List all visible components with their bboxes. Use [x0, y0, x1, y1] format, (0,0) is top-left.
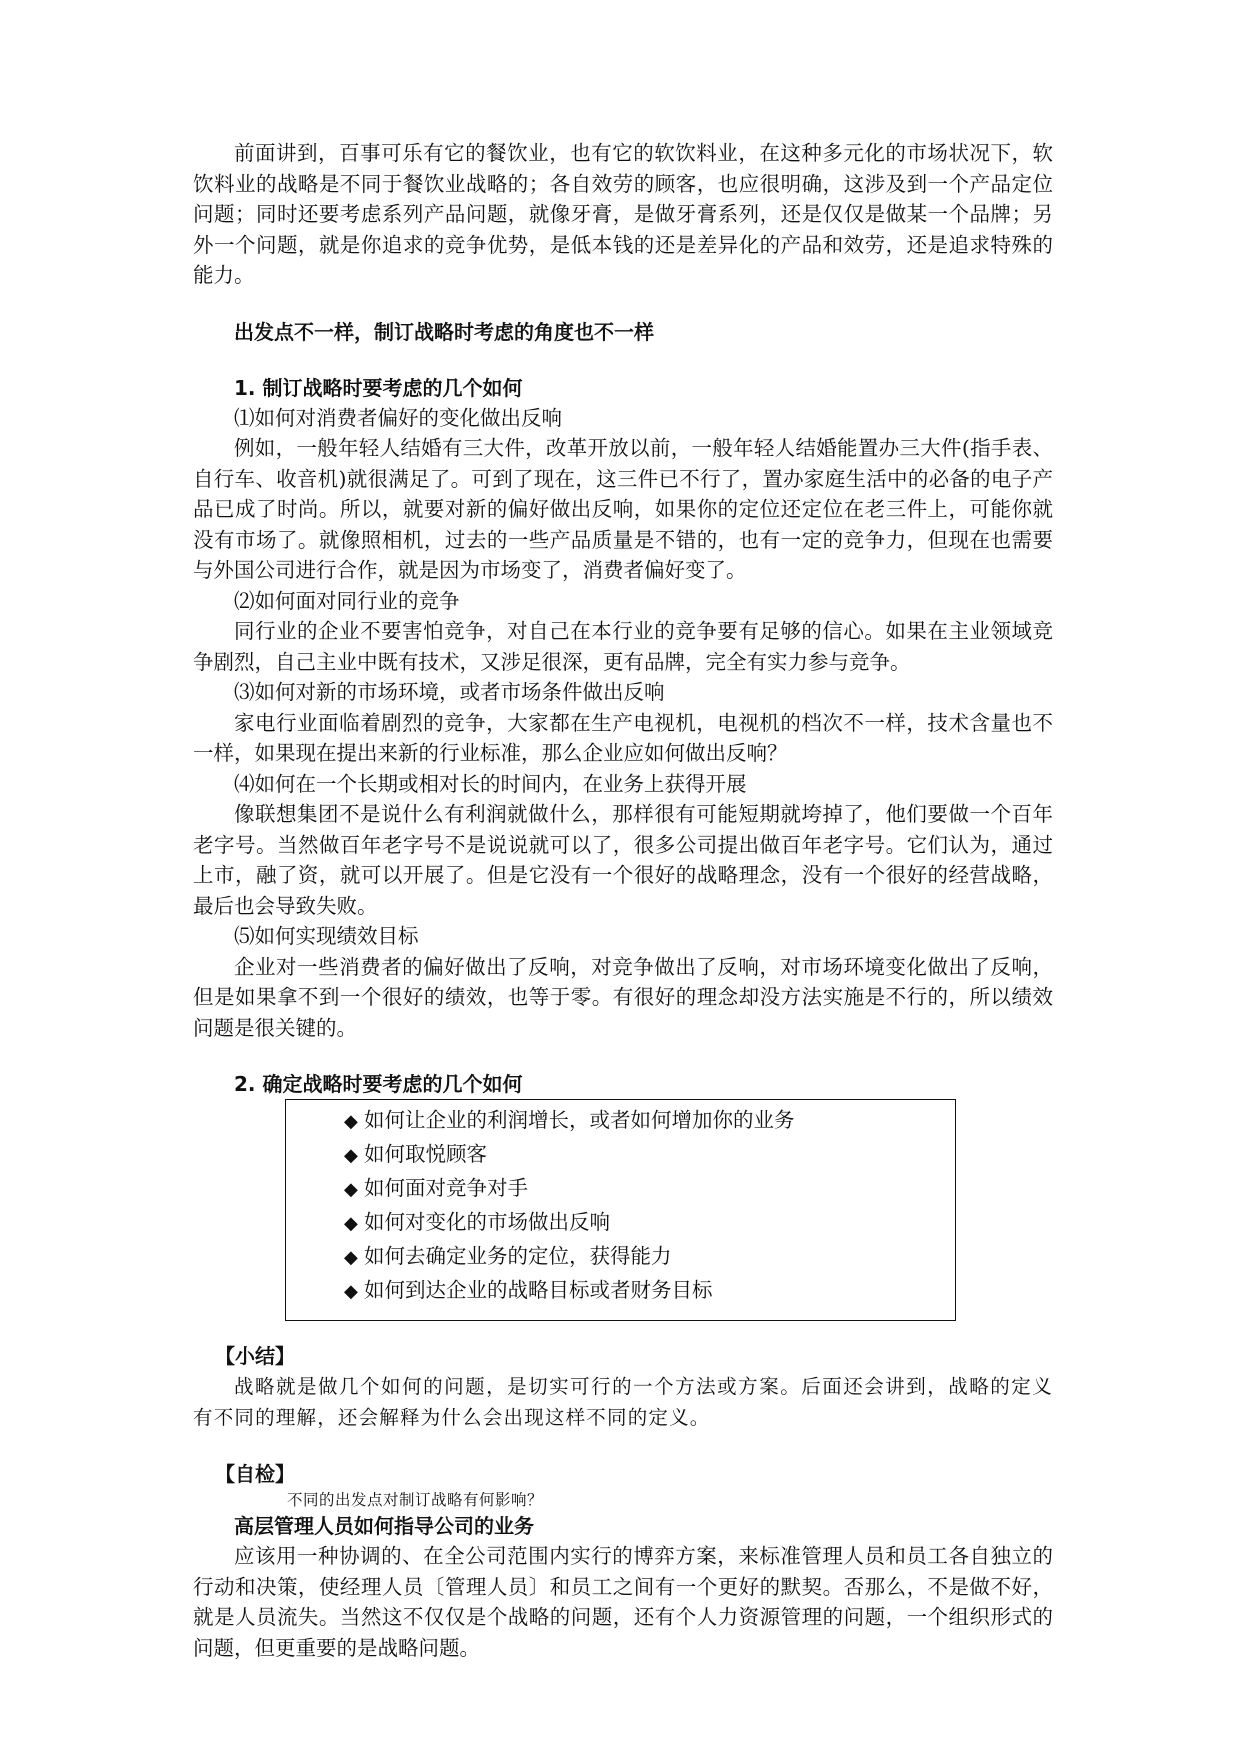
section2-text: 应该用一种协调的、在全公司范围内实行的博弈方案，来标准管理人员和员工各自独立的行动和决策，使经理人员〔管理人员〕和员工之间有一个更好的默契。否那么，不是做不好，就是人员流失。当然这不仅仅是个战略的问题，还有个人力资源管理的问题，一个组织形式的问题，但更重要的是战略问题。 — [193, 1544, 1053, 1660]
selfcheck-heading: 【自检】 — [215, 1462, 295, 1486]
diamond-bullet-icon: ◆ — [344, 1111, 358, 1132]
summary-heading: 【小结】 — [215, 1344, 295, 1368]
item-label-4: ⑷如何在一个长期或相对长的时间内，在业务上获得开展 — [234, 771, 747, 796]
item-text-1: 例如，一般年轻人结婚有三大件，改革开放以前，一般年轻人结婚能置办三大件(指手表、自行车、收音机)就很满足了。可到了现在，这三件已不行了，置办家庭生活中的必备的电子产品已成了时尚。所以，就要对新的偏好做出反响，如果你的定位还定位在老三件上，可能你就没有市场了。就像照相机，过去的一些产品质量是不错的，也有一定的竞争力，但现在也需要与外国公司进行合作，就是因为市场变了，消费者偏好变了。 — [193, 436, 1053, 582]
subsection-heading-2: 2. 确定战略时要考虑的几个如何 — [234, 1072, 523, 1096]
item-label-2: ⑵如何面对同行业的竞争 — [234, 588, 460, 613]
box-item: ◆ 如何让企业的利润增长，或者如何增加你的业务 — [286, 1104, 955, 1138]
item-text-5: 企业对一些消费者的偏好做出了反响，对竞争做出了反响，对市场环境变化做出了反响，但是如果拿不到一个很好的绩效，也等于零。有很好的理念却没方法实施是不行的，所以绩效问题是很关键的。 — [193, 954, 1053, 1040]
box-item: ◆ 如何去确定业务的定位，获得能力 — [286, 1240, 955, 1274]
item-text-2: 同行业的企业不要害怕竞争，对自己在本行业的竞争要有足够的信心。如果在主业领域竞争剧烈，自己主业中既有技术，又涉足很深，更有品牌，完全有实力参与竞争。 — [193, 619, 1053, 674]
selfcheck-question: 不同的出发点对制订战略有何影响？ — [287, 1491, 544, 1509]
item-label-5: ⑸如何实现绩效目标 — [234, 924, 419, 948]
box-item: ◆ 如何到达企业的战略目标或者财务目标 — [286, 1274, 955, 1308]
item-text-4: 像联想集团不是说什么有利润就做什么，那样很有可能短期就垮掉了，他们要做一个百年老字号。当然做百年老字号不是说说就可以了，很多公司提出做百年老字号。它们认为，通过上市，融了资，就可以开展了。但是它没有一个很好的战略理念，没有一个很好的经营战略，最后也会导致失败。 — [193, 802, 1053, 918]
intro-paragraph: 前面讲到，百事可乐有它的餐饮业，也有它的软饮料业，在这种多元化的市场状况下，软饮料业的战略是不同于餐饮业战略的；各自效劳的顾客，也应很明确，这涉及到一个产品定位问题；同时还要考虑系列产品问题，就像牙膏，是做牙膏系列，还是仅仅是做某一个品牌；另外一个问题，就是你追求的竞争优势，是低本钱的还是差异化的产品和效劳，还是追求特殊的能力。 — [193, 141, 1053, 287]
summary-text: 战略就是做几个如何的问题，是切实可行的一个方法或方案。后面还会讲到，战略的定义有不同的理解，还会解释为什么会出现这样不同的定义。 — [193, 1375, 1053, 1429]
section2-heading: 高层管理人员如何指导公司的业务 — [234, 1514, 534, 1538]
box-item: ◆ 如何取悦顾客 — [286, 1138, 955, 1172]
diamond-bullet-icon: ◆ — [344, 1281, 358, 1302]
document-page — [193, 138, 1053, 1663]
diamond-bullet-icon: ◆ — [344, 1247, 358, 1268]
item-label-1: ⑴如何对消费者偏好的变化做出反响 — [234, 405, 562, 430]
considerations-box — [285, 1099, 956, 1321]
diamond-bullet-icon: ◆ — [344, 1213, 358, 1234]
item-text-3: 家电行业面临着剧烈的竞争，大家都在生产电视机，电视机的档次不一样，技术含量也不一样，如果现在提出来新的行业标准，那么企业应如何做出反响？ — [193, 710, 1053, 765]
section-heading: 出发点不一样，制订战略时考虑的角度也不一样 — [234, 319, 654, 344]
subsection-heading-1: 1. 制订战略时要考虑的几个如何 — [234, 375, 523, 400]
box-item: ◆ 如何对变化的市场做出反响 — [286, 1206, 955, 1240]
diamond-bullet-icon: ◆ — [344, 1179, 358, 1200]
box-item: ◆ 如何面对竞争对手 — [286, 1172, 955, 1206]
item-label-3: ⑶如何对新的市场环境，或者市场条件做出反响 — [234, 680, 665, 704]
diamond-bullet-icon: ◆ — [344, 1145, 358, 1166]
